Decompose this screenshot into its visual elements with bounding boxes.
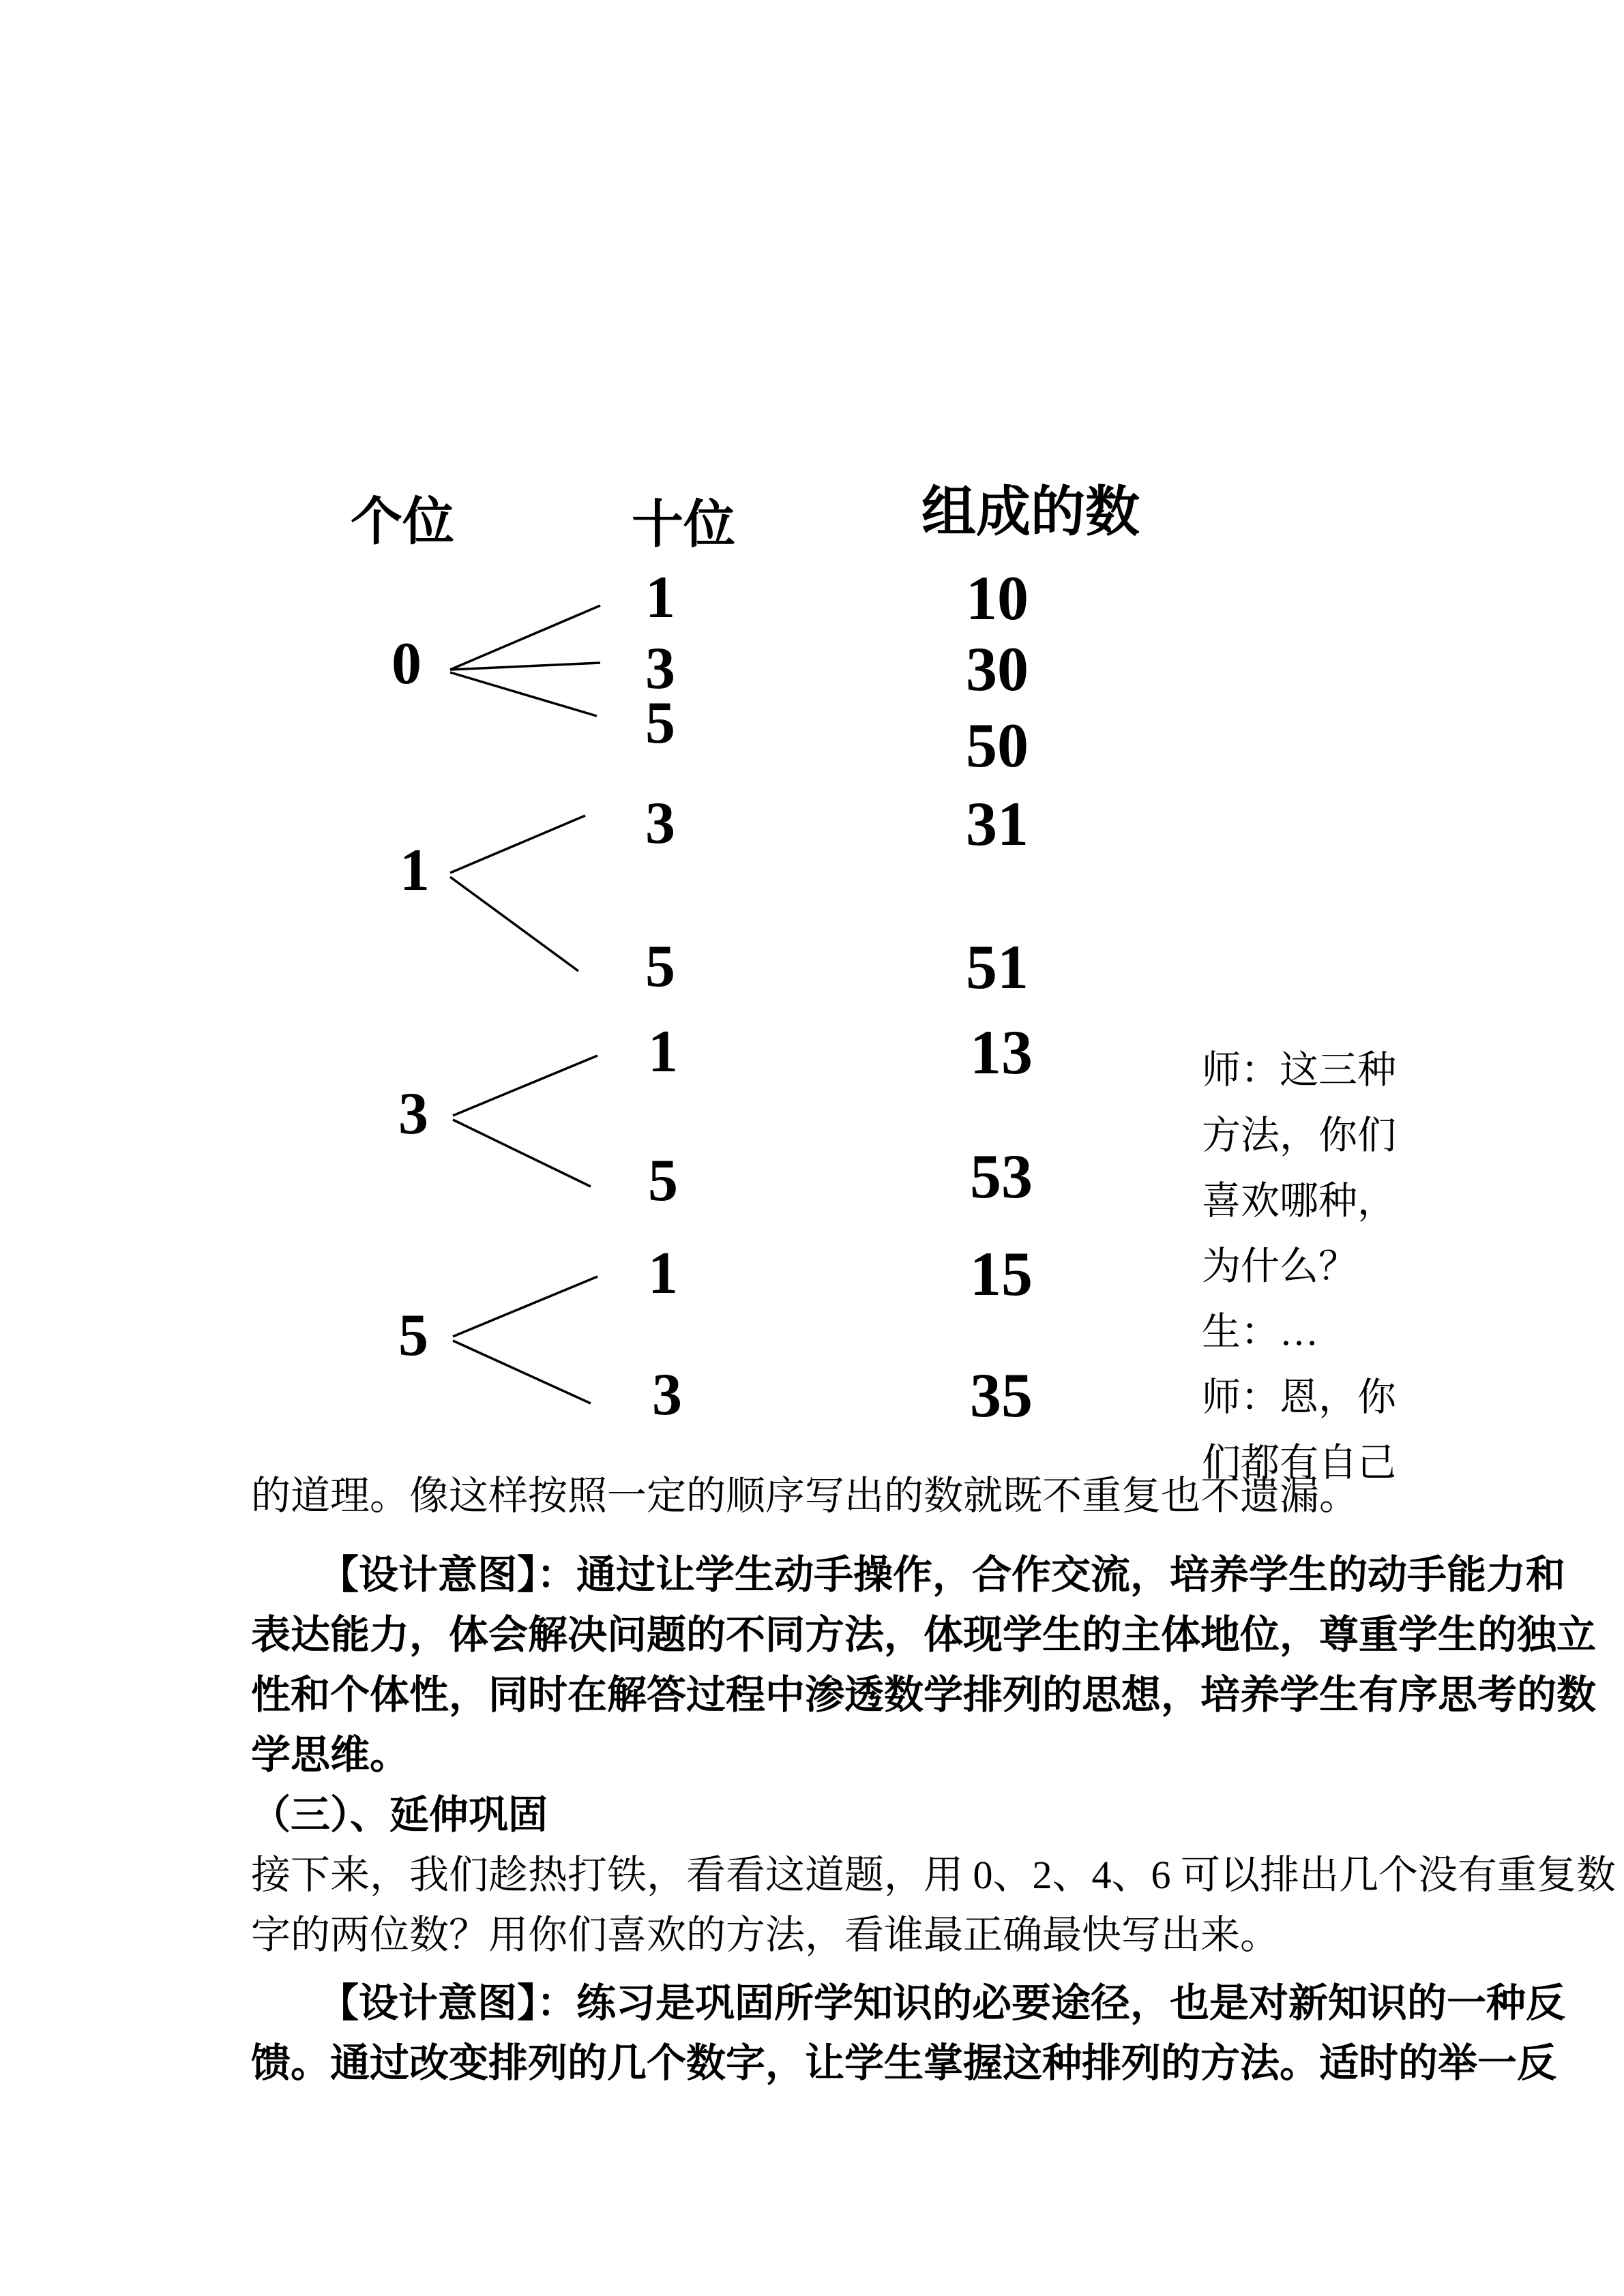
branch-line xyxy=(453,1341,591,1403)
branch-line xyxy=(450,663,600,670)
body-line: 性和个体性，同时在解答过程中渗透数学排列的思想，培养学生有序思考的数 xyxy=(251,1673,1597,1717)
body-line: 接下来，我们趁热打铁，看看这道题，用 0、2、4、6 可以排出几个没有重复数 xyxy=(251,1853,1616,1897)
header-tens-place: 十位 xyxy=(632,496,735,554)
tens-digit: 3 xyxy=(645,636,675,702)
dialogue-line: 师：恩，你 xyxy=(1202,1376,1396,1419)
tens-digit: 5 xyxy=(645,934,675,1000)
tens-digit: 1 xyxy=(648,1019,678,1085)
composed-number: 10 xyxy=(966,563,1029,633)
composed-number: 50 xyxy=(966,711,1029,780)
composed-number: 35 xyxy=(970,1360,1033,1430)
branch-line xyxy=(450,816,585,873)
dialogue-line: 方法，你们 xyxy=(1202,1114,1396,1157)
header-ones-place: 个位 xyxy=(351,494,454,551)
branch-line xyxy=(450,672,597,716)
composed-number: 51 xyxy=(966,932,1029,1002)
composed-number: 30 xyxy=(966,634,1029,704)
header-composed-numbers: 组成的数 xyxy=(921,483,1140,543)
body-line: 表达能力，体会解决问题的不同方法，体现学生的主体地位，尊重学生的独立 xyxy=(251,1613,1597,1657)
ones-digit-5: 5 xyxy=(398,1302,428,1369)
body-line: 学思维。 xyxy=(251,1733,410,1777)
composed-number: 53 xyxy=(970,1142,1033,1211)
ones-digit-3: 3 xyxy=(398,1081,428,1147)
composed-number: 31 xyxy=(966,789,1029,859)
tens-digit: 5 xyxy=(648,1148,678,1214)
branch-line xyxy=(450,606,600,670)
body-line: 字的两位数？用你们喜欢的方法，看谁最正确最快写出来。 xyxy=(251,1913,1280,1957)
teacher-student-dialogue xyxy=(1202,1038,1427,1496)
tens-digit: 1 xyxy=(645,565,675,631)
dialogue-line: 师：这三种 xyxy=(1202,1049,1396,1092)
dialogue-line: 喜欢哪种， xyxy=(1202,1180,1396,1223)
branch-line xyxy=(453,1056,597,1116)
dialogue-line: 生：… xyxy=(1202,1311,1318,1354)
tens-digit: 3 xyxy=(645,790,675,856)
branch-line xyxy=(450,877,578,971)
branch-line xyxy=(453,1277,597,1337)
tens-digit: 3 xyxy=(652,1362,682,1428)
body-line-design-intent: 【设计意图】：练习是巩固所学知识的必要途径，也是对新知识的一种反 xyxy=(319,1981,1566,2025)
dialogue-line: 们都有自己 xyxy=(1202,1442,1396,1485)
composed-number: 13 xyxy=(970,1017,1033,1087)
dialogue-line: 为什么？ xyxy=(1202,1245,1357,1288)
ones-digit-1: 1 xyxy=(400,837,430,904)
body-line: 馈。通过改变排列的几个数字，让学生掌握这种排列的方法。适时的举一反 xyxy=(251,2041,1557,2085)
body-line-design-intent: 【设计意图】：通过让学生动手操作，合作交流，培养学生的动手能力和 xyxy=(319,1553,1566,1597)
body-line: 的道理。像这样按照一定的顺序写出的数就既不重复也不遗漏。 xyxy=(251,1474,1359,1518)
section-heading: （三）、延伸巩固 xyxy=(251,1793,548,1837)
tens-digit: 5 xyxy=(645,690,675,756)
branch-line xyxy=(453,1120,591,1187)
tens-digit: 1 xyxy=(648,1240,678,1307)
composed-number: 15 xyxy=(970,1239,1033,1309)
ones-digit-0: 0 xyxy=(392,631,422,697)
body-text xyxy=(251,1466,1616,2093)
